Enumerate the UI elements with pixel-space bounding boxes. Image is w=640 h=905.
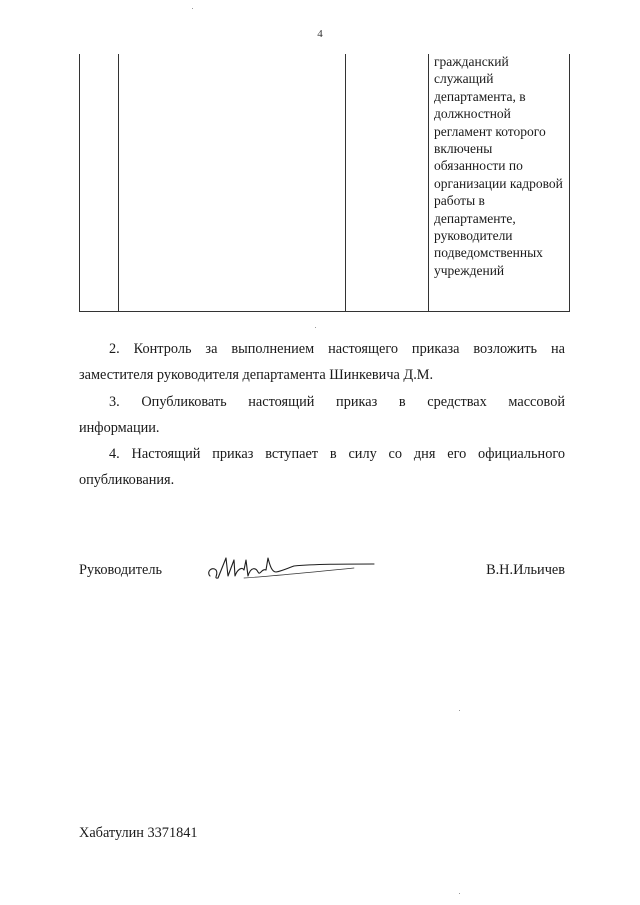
handwritten-signature [204,552,384,586]
paragraph-3-line-1: 3. Опубликовать настоящий приказ в средствах массовой [109,394,565,410]
paragraph-3 [79,389,565,441]
paragraph-4 [79,441,565,493]
paragraph-3-line-2: информации. [79,420,160,436]
scan-speck [459,710,460,711]
signatory-title: Руководитель [79,562,163,578]
paragraph-2-line-2: заместителя руководителя департамента Шинкевича Д.М. [79,367,434,383]
paragraph-2 [79,336,565,388]
table-cell-term [346,54,429,312]
executor-note: Хабатулин 3371841 [79,825,198,841]
table-cell-number [80,54,119,312]
table-continuation [79,54,570,312]
scan-speck [315,327,316,328]
signature-block [79,560,565,590]
table-cell-name [119,54,346,312]
scan-speck [192,8,193,9]
scan-speck [459,893,460,894]
paragraph-4-line-2: опубликования. [79,472,175,488]
paragraph-4-line-1: 4. Настоящий приказ вступает в силу со дня его официального [109,446,565,462]
paragraph-2-line-1: 2. Контроль за выполнением настоящего приказа возложить на [109,341,565,357]
signatory-name: В.Н.Ильичев [486,562,565,578]
page-number: 4 [317,28,323,40]
table-cell-responsible [429,54,570,312]
table-cell-responsible-text: гражданский служащий департамента, в должностной регламент которого включены обязанности по организации кадровой работы в департаменте, руководители подведомственных учреждений [434,54,563,278]
